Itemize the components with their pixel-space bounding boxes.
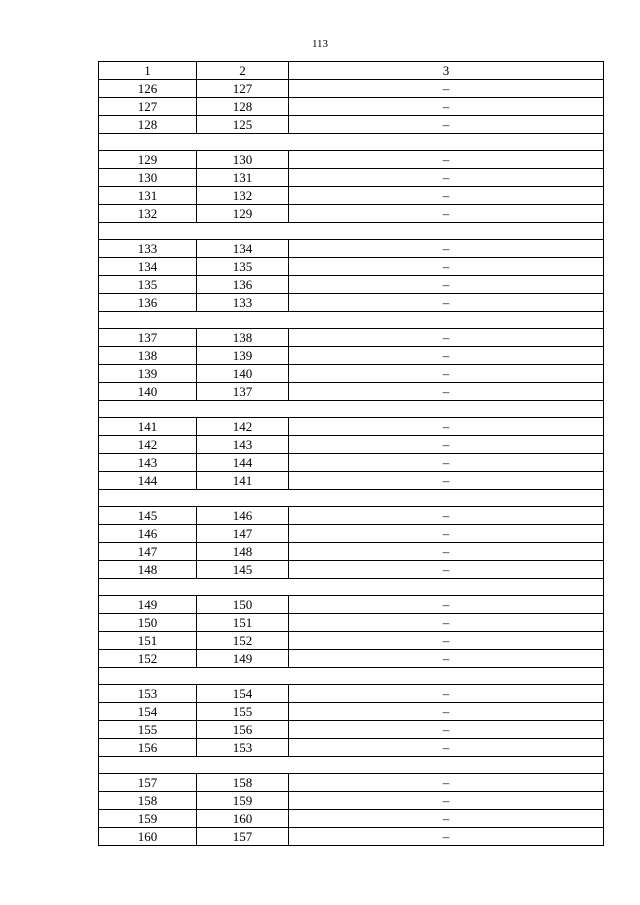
- table-cell-col-1: 142: [99, 436, 197, 454]
- table-cell-col-1: 152: [99, 650, 197, 668]
- table-cell-col-3: –: [289, 774, 604, 792]
- table-row: [99, 383, 604, 401]
- table-row: [99, 596, 604, 614]
- separator-cell: [99, 757, 604, 774]
- table-cell-col-3: –: [289, 80, 604, 98]
- table-row: [99, 365, 604, 383]
- table-cell-col-1: 151: [99, 632, 197, 650]
- table-row: [99, 828, 604, 846]
- table-cell-col-1: 129: [99, 151, 197, 169]
- table-cell-col-3: –: [289, 739, 604, 757]
- table-cell-col-3: –: [289, 721, 604, 739]
- table-cell-col-2: 155: [197, 703, 289, 721]
- table-cell-col-1: 146: [99, 525, 197, 543]
- table-row: [99, 98, 604, 116]
- table-row: [99, 561, 604, 579]
- table-cell-col-2: 135: [197, 258, 289, 276]
- table-cell-col-2: 154: [197, 685, 289, 703]
- table-row: [99, 294, 604, 312]
- table-cell-col-3: –: [289, 116, 604, 134]
- table-cell-col-1: 160: [99, 828, 197, 846]
- table-cell-col-3: –: [289, 828, 604, 846]
- table-cell-col-3: –: [289, 347, 604, 365]
- table-cell-col-2: 156: [197, 721, 289, 739]
- table-cell-col-3: –: [289, 632, 604, 650]
- table-cell-col-3: –: [289, 151, 604, 169]
- table-row: [99, 80, 604, 98]
- group-separator-row: [99, 579, 604, 596]
- table-cell-col-1: 130: [99, 169, 197, 187]
- table-cell-col-1: 156: [99, 739, 197, 757]
- table-row: [99, 614, 604, 632]
- table-cell-col-1: 133: [99, 240, 197, 258]
- table-row: [99, 721, 604, 739]
- table-cell-col-2: 151: [197, 614, 289, 632]
- table-cell-col-2: 143: [197, 436, 289, 454]
- table-cell-col-1: 140: [99, 383, 197, 401]
- group-separator-row: [99, 134, 604, 151]
- table-cell-col-1: 154: [99, 703, 197, 721]
- table-cell-col-2: 157: [197, 828, 289, 846]
- group-separator-row: [99, 401, 604, 418]
- table-cell-col-1: 144: [99, 472, 197, 490]
- table-cell-col-2: 159: [197, 792, 289, 810]
- table-cell-col-2: 137: [197, 383, 289, 401]
- separator-cell: [99, 401, 604, 418]
- table-cell-col-2: 145: [197, 561, 289, 579]
- separator-cell: [99, 312, 604, 329]
- table-row: [99, 240, 604, 258]
- table-cell-col-1: 157: [99, 774, 197, 792]
- table-cell-col-3: –: [289, 703, 604, 721]
- table-cell-col-1: 131: [99, 187, 197, 205]
- header-cell-2: 2: [197, 62, 289, 80]
- table-cell-col-3: –: [289, 240, 604, 258]
- page-number: 113: [311, 38, 329, 50]
- separator-cell: [99, 668, 604, 685]
- table-cell-col-3: –: [289, 650, 604, 668]
- table-cell-col-3: –: [289, 383, 604, 401]
- table-row: [99, 187, 604, 205]
- table-cell-col-1: 150: [99, 614, 197, 632]
- table-cell-col-2: 136: [197, 276, 289, 294]
- table-row: [99, 632, 604, 650]
- table-cell-col-2: 141: [197, 472, 289, 490]
- table-cell-col-1: 136: [99, 294, 197, 312]
- table-cell-col-3: –: [289, 810, 604, 828]
- table-cell-col-1: 139: [99, 365, 197, 383]
- separator-cell: [99, 579, 604, 596]
- table-row: [99, 169, 604, 187]
- table-cell-col-3: –: [289, 418, 604, 436]
- table-cell-col-3: –: [289, 792, 604, 810]
- table-cell-col-3: –: [289, 507, 604, 525]
- table-row: [99, 418, 604, 436]
- table-cell-col-1: 147: [99, 543, 197, 561]
- table-cell-col-2: 129: [197, 205, 289, 223]
- table-row: [99, 205, 604, 223]
- table-cell-col-1: 138: [99, 347, 197, 365]
- table-row: [99, 507, 604, 525]
- table-cell-col-2: 139: [197, 347, 289, 365]
- table-row: [99, 543, 604, 561]
- table-cell-col-2: 146: [197, 507, 289, 525]
- table-cell-col-1: 132: [99, 205, 197, 223]
- table-cell-col-1: 128: [99, 116, 197, 134]
- table-cell-col-2: 130: [197, 151, 289, 169]
- table-row: [99, 347, 604, 365]
- table-cell-col-1: 137: [99, 329, 197, 347]
- table-row: [99, 792, 604, 810]
- table-cell-col-1: 143: [99, 454, 197, 472]
- table-cell-col-1: 141: [99, 418, 197, 436]
- table-row: [99, 650, 604, 668]
- table-cell-col-2: 147: [197, 525, 289, 543]
- table-cell-col-2: 140: [197, 365, 289, 383]
- group-separator-row: [99, 668, 604, 685]
- group-separator-row: [99, 312, 604, 329]
- table-cell-col-3: –: [289, 525, 604, 543]
- table-cell-col-1: 135: [99, 276, 197, 294]
- table-cell-col-2: 133: [197, 294, 289, 312]
- table-cell-col-3: –: [289, 169, 604, 187]
- table-cell-col-2: 148: [197, 543, 289, 561]
- table-row: [99, 329, 604, 347]
- table-cell-col-2: 125: [197, 116, 289, 134]
- table-cell-col-2: 144: [197, 454, 289, 472]
- table-row: [99, 685, 604, 703]
- table-cell-col-2: 160: [197, 810, 289, 828]
- table-cell-col-1: 155: [99, 721, 197, 739]
- table-body: [99, 62, 604, 846]
- table-cell-col-1: 153: [99, 685, 197, 703]
- table-cell-col-3: –: [289, 436, 604, 454]
- table-cell-col-3: –: [289, 543, 604, 561]
- table-cell-col-2: 142: [197, 418, 289, 436]
- table-cell-col-1: 149: [99, 596, 197, 614]
- table-cell-col-1: 134: [99, 258, 197, 276]
- table-row: [99, 454, 604, 472]
- table-row: [99, 739, 604, 757]
- table-row: [99, 116, 604, 134]
- data-table: [98, 61, 604, 846]
- table-cell-col-1: 159: [99, 810, 197, 828]
- table-cell-col-3: –: [289, 454, 604, 472]
- table-cell-col-1: 145: [99, 507, 197, 525]
- table-cell-col-1: 127: [99, 98, 197, 116]
- separator-cell: [99, 490, 604, 507]
- table-row: [99, 151, 604, 169]
- table-cell-col-3: –: [289, 596, 604, 614]
- table-row: [99, 258, 604, 276]
- table-row: [99, 810, 604, 828]
- table-cell-col-3: –: [289, 258, 604, 276]
- header-cell-1: 1: [99, 62, 197, 80]
- group-separator-row: [99, 490, 604, 507]
- separator-cell: [99, 223, 604, 240]
- table-cell-col-3: –: [289, 276, 604, 294]
- table-cell-col-1: 158: [99, 792, 197, 810]
- table-cell-col-3: –: [289, 329, 604, 347]
- separator-cell: [99, 134, 604, 151]
- table-cell-col-3: –: [289, 98, 604, 116]
- table-cell-col-3: –: [289, 294, 604, 312]
- table-cell-col-3: –: [289, 365, 604, 383]
- table-cell-col-3: –: [289, 614, 604, 632]
- table-row: [99, 436, 604, 454]
- header-cell-3: 3: [289, 62, 604, 80]
- table-cell-col-2: 128: [197, 98, 289, 116]
- table-cell-col-2: 131: [197, 169, 289, 187]
- table-cell-col-3: –: [289, 685, 604, 703]
- table-cell-col-2: 132: [197, 187, 289, 205]
- table-row: [99, 276, 604, 294]
- table-cell-col-2: 152: [197, 632, 289, 650]
- table-cell-col-3: –: [289, 472, 604, 490]
- table-cell-col-2: 138: [197, 329, 289, 347]
- table-row: [99, 774, 604, 792]
- table-cell-col-1: 126: [99, 80, 197, 98]
- group-separator-row: [99, 757, 604, 774]
- table-row: [99, 525, 604, 543]
- table-cell-col-2: 150: [197, 596, 289, 614]
- group-separator-row: [99, 223, 604, 240]
- table-cell-col-2: 127: [197, 80, 289, 98]
- table-cell-col-1: 148: [99, 561, 197, 579]
- table-cell-col-3: –: [289, 561, 604, 579]
- table-row: [99, 472, 604, 490]
- table-cell-col-3: –: [289, 187, 604, 205]
- table-cell-col-2: 158: [197, 774, 289, 792]
- table-row: [99, 703, 604, 721]
- header-row: [99, 62, 604, 80]
- table-cell-col-2: 134: [197, 240, 289, 258]
- table-cell-col-2: 153: [197, 739, 289, 757]
- table-cell-col-2: 149: [197, 650, 289, 668]
- table-cell-col-3: –: [289, 205, 604, 223]
